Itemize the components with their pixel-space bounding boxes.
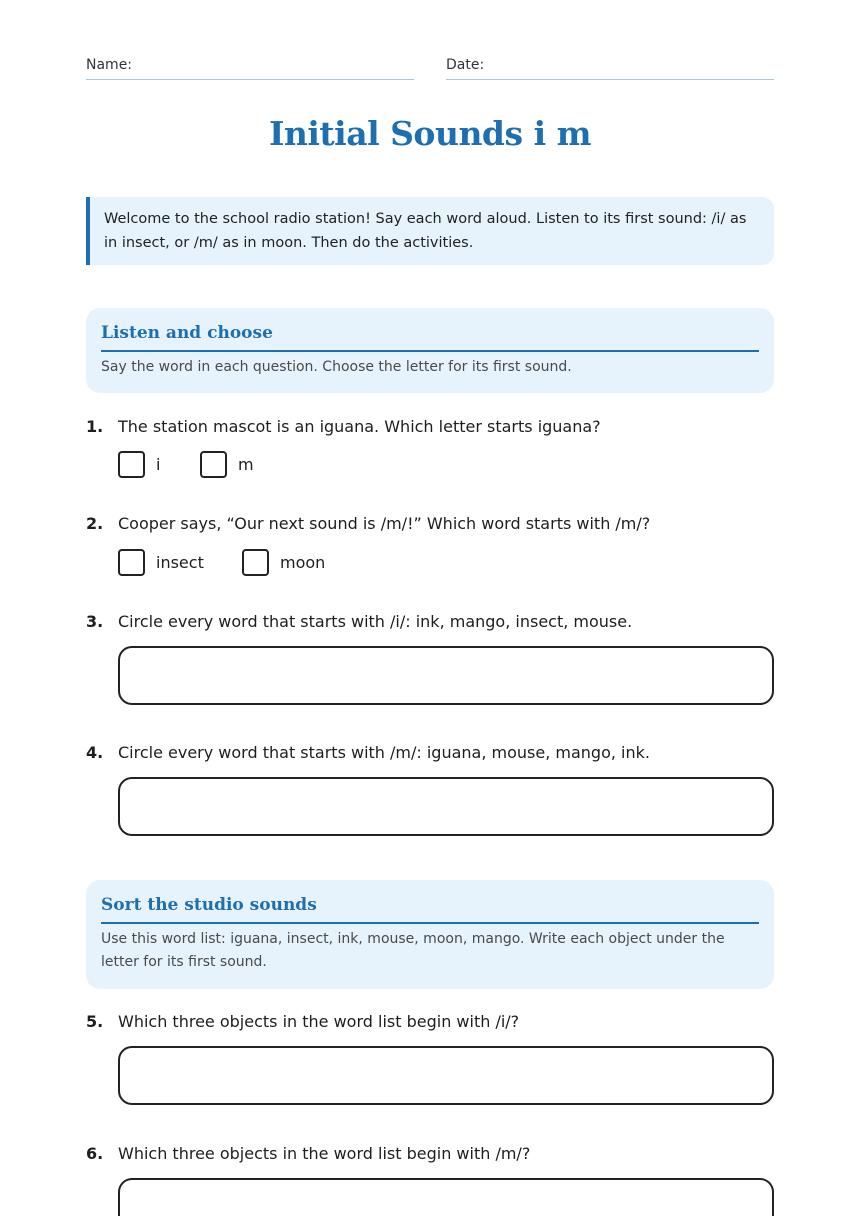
question-number: 5.	[86, 1012, 104, 1031]
question-number: 4.	[86, 743, 104, 762]
answer-box-4[interactable]	[118, 777, 774, 836]
question-number: 3.	[86, 612, 104, 631]
name-field[interactable]	[86, 54, 414, 80]
question-number: 2.	[86, 514, 104, 533]
question-text: Circle every word that starts with /i/: ink, mango, insect, mouse.	[118, 612, 633, 631]
intro-callout: Welcome to the school radio station! Say each word aloud. Listen to its first sound: /i/ as in insect, or /m/ as in moon. Then do the activities.	[86, 197, 774, 265]
checkbox[interactable]	[200, 451, 227, 478]
option-m[interactable]	[200, 451, 254, 478]
option-i[interactable]	[118, 451, 160, 478]
date-label: Date:	[446, 57, 485, 73]
answer-box-6[interactable]	[118, 1178, 774, 1216]
question-text: Cooper says, “Our next sound is /m/!” Which word starts with /m/?	[118, 514, 651, 533]
option-label: m	[238, 455, 254, 474]
section-instruction: Use this word list: iguana, insect, ink, mouse, moon, mango. Write each object under the letter for its first sound.	[101, 931, 725, 970]
page-title: Initial Sounds i m	[268, 114, 592, 153]
section-heading: Listen and choose	[101, 320, 759, 352]
question-text: Which three objects in the word list begin with /i/?	[118, 1012, 520, 1031]
question-text: The station mascot is an iguana. Which letter starts iguana?	[118, 417, 601, 436]
option-label: insect	[156, 553, 204, 572]
name-label: Name:	[86, 57, 133, 73]
option-moon[interactable]	[242, 549, 325, 576]
option-insect[interactable]	[118, 549, 204, 576]
answer-box-5[interactable]	[118, 1046, 774, 1105]
section-instruction: Say the word in each question. Choose the letter for its first sound.	[101, 359, 572, 375]
question-text: Circle every word that starts with /m/: iguana, mouse, mango, ink.	[118, 743, 650, 762]
question-number: 1.	[86, 417, 104, 436]
checkbox[interactable]	[118, 451, 145, 478]
question-number: 6.	[86, 1144, 104, 1163]
section-listen-and-choose	[86, 308, 774, 393]
worksheet-page	[86, 0, 774, 1216]
question-text: Which three objects in the word list begin with /m/?	[118, 1144, 531, 1163]
option-label: i	[156, 455, 161, 474]
date-field[interactable]	[446, 54, 774, 80]
answer-box-3[interactable]	[118, 646, 774, 705]
option-label: moon	[280, 553, 326, 572]
checkbox[interactable]	[118, 549, 145, 576]
section-heading: Sort the studio sounds	[101, 892, 759, 924]
section-sort-the-studio-sounds	[86, 880, 774, 989]
checkbox[interactable]	[242, 549, 269, 576]
